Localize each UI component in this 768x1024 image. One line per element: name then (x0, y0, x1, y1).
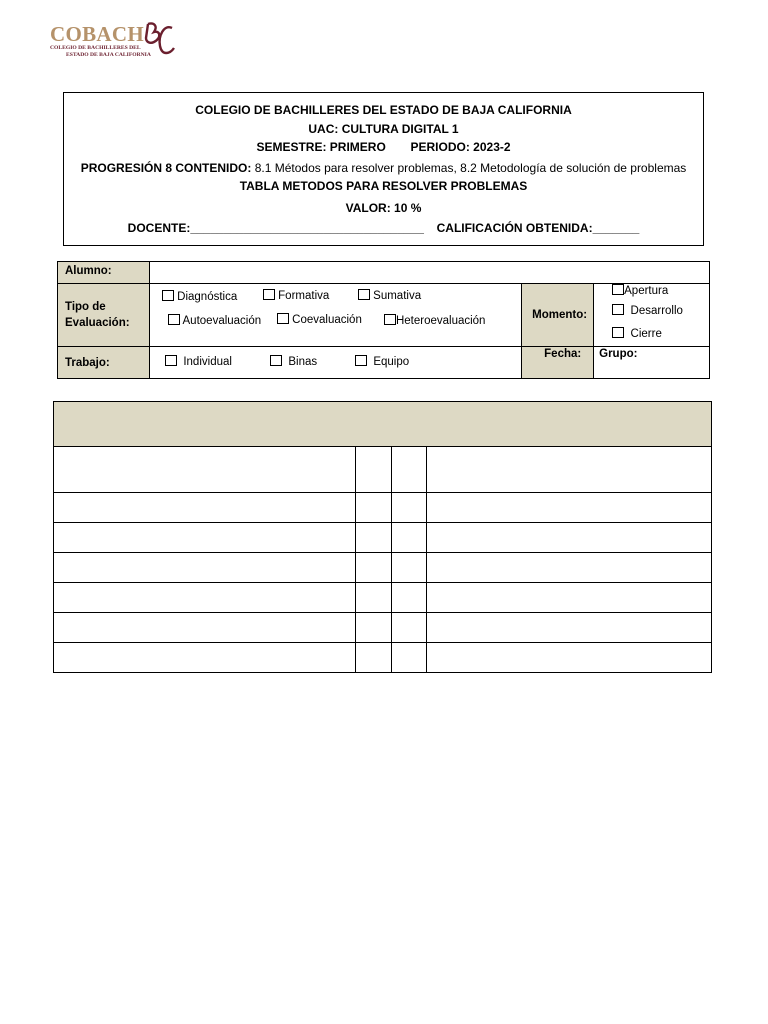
table-cell[interactable] (392, 613, 427, 642)
option-heteroevaluacion[interactable]: Heteroevaluación (384, 314, 486, 327)
progresion-text: 8.1 Métodos para resolver problemas, 8.2 Metodología de solución de problemas (251, 161, 687, 175)
periodo-text: PERIODO: 2023-2 (410, 140, 511, 154)
option-autoevaluacion[interactable]: Autoevaluación (168, 314, 261, 327)
docente-field[interactable]: DOCENTE:___________________________________ (127, 221, 424, 235)
option-diagnostica[interactable]: Diagnóstica (162, 290, 237, 303)
fecha-label-cell[interactable] (522, 347, 594, 379)
checkbox-icon[interactable] (168, 314, 180, 325)
table-cell[interactable] (356, 583, 392, 612)
checkbox-icon[interactable] (277, 313, 289, 324)
option-sumativa[interactable]: Sumativa (358, 289, 421, 302)
table-cell[interactable] (356, 447, 392, 492)
trabajo-options-cell (149, 347, 521, 379)
progresion-line (64, 161, 703, 175)
progresion-label: PROGRESIÓN 8 CONTENIDO: (80, 161, 252, 175)
table-row (53, 493, 712, 523)
table-row (53, 523, 712, 553)
option-binas[interactable]: Binas (270, 355, 317, 368)
table-cell[interactable] (427, 553, 711, 582)
checkbox-icon[interactable] (612, 327, 624, 338)
checkbox-icon[interactable] (358, 289, 370, 300)
table-cell[interactable] (356, 553, 392, 582)
table-row (53, 447, 712, 493)
bc-monogram-icon (140, 18, 180, 62)
table-row (53, 613, 712, 643)
evaluation-info-table (57, 261, 710, 379)
checkbox-icon[interactable] (162, 290, 174, 301)
valor-line: VALOR: 10 % (345, 201, 422, 215)
logo-line-1: COLEGIO DE BACHILLERES DEL (50, 45, 141, 51)
option-individual[interactable]: Individual (165, 355, 232, 368)
fecha-label: Fecha: (544, 348, 582, 360)
table-cell[interactable] (392, 447, 427, 492)
uac-line: UAC: CULTURA DIGITAL 1 (308, 122, 459, 136)
table-cell[interactable] (427, 493, 711, 522)
header-box (63, 92, 704, 246)
table-cell[interactable] (356, 643, 392, 672)
semestre-periodo-line (64, 140, 703, 154)
option-formativa[interactable]: Formativa (263, 289, 329, 302)
table-cell[interactable] (54, 643, 356, 672)
tipo-label-line-1: Tipo de (65, 301, 106, 313)
tipo-options-cell (149, 284, 521, 347)
checkbox-icon[interactable] (612, 304, 624, 315)
docente-calificacion-line (64, 221, 703, 235)
momento-options-cell (594, 284, 710, 347)
checkbox-icon[interactable] (612, 284, 624, 295)
option-equipo[interactable]: Equipo (355, 355, 409, 368)
trabajo-label-cell (58, 347, 150, 379)
calificacion-field[interactable]: CALIFICACIÓN OBTENIDA:_______ (436, 221, 640, 235)
grupo-label: Grupo: (599, 348, 638, 360)
table-row (53, 553, 712, 583)
table-cell[interactable] (54, 553, 356, 582)
table-cell[interactable] (356, 613, 392, 642)
checkbox-icon[interactable] (165, 355, 177, 366)
checkbox-icon[interactable] (355, 355, 367, 366)
table-cell[interactable] (392, 493, 427, 522)
trabajo-label: Trabajo: (65, 356, 110, 369)
table-cell[interactable] (356, 493, 392, 522)
table-cell[interactable] (392, 523, 427, 552)
alumno-input[interactable] (149, 262, 709, 284)
table-cell[interactable] (54, 493, 356, 522)
tipo-label-cell (58, 284, 150, 347)
alumno-label-cell (58, 262, 150, 284)
option-desarrollo[interactable]: Desarrollo (612, 304, 683, 317)
table-cell[interactable] (392, 583, 427, 612)
table-cell[interactable] (392, 643, 427, 672)
table-cell[interactable] (54, 523, 356, 552)
checkbox-icon[interactable] (270, 355, 282, 366)
checkbox-icon[interactable] (384, 314, 396, 325)
semestre-text: SEMESTRE: PRIMERO (256, 140, 386, 154)
option-apertura[interactable]: Apertura (612, 284, 668, 297)
tipo-label-line-2: Evaluación: (65, 317, 130, 329)
school-name: COLEGIO DE BACHILLERES DEL ESTADO DE BAJA CALIFORNIA (195, 103, 572, 117)
table-cell[interactable] (427, 613, 711, 642)
table-cell[interactable] (392, 553, 427, 582)
tabla-title: TABLA METODOS PARA RESOLVER PROBLEMAS (239, 179, 528, 193)
table-cell[interactable] (427, 523, 711, 552)
table-cell[interactable] (427, 583, 711, 612)
logo-wordmark: COBACH (50, 22, 144, 46)
table-row (53, 583, 712, 613)
option-coevaluacion[interactable]: Coevaluación (277, 313, 362, 326)
methods-table (53, 401, 712, 673)
option-cierre[interactable]: Cierre (612, 327, 662, 340)
alumno-label: Alumno: (65, 265, 112, 277)
table-cell[interactable] (356, 523, 392, 552)
grupo-cell[interactable] (594, 347, 710, 379)
table-cell[interactable] (54, 613, 356, 642)
momento-label-cell (522, 284, 594, 347)
logo-line-2: ESTADO DE BAJA CALIFORNIA (66, 52, 151, 58)
table-cell[interactable] (54, 447, 356, 492)
momento-label: Momento: (532, 309, 588, 321)
table-row (53, 643, 712, 673)
table-cell[interactable] (427, 643, 711, 672)
methods-table-header (53, 401, 712, 447)
table-cell[interactable] (54, 583, 356, 612)
table-cell[interactable] (427, 447, 711, 492)
checkbox-icon[interactable] (263, 289, 275, 300)
cobach-logo (48, 18, 188, 66)
